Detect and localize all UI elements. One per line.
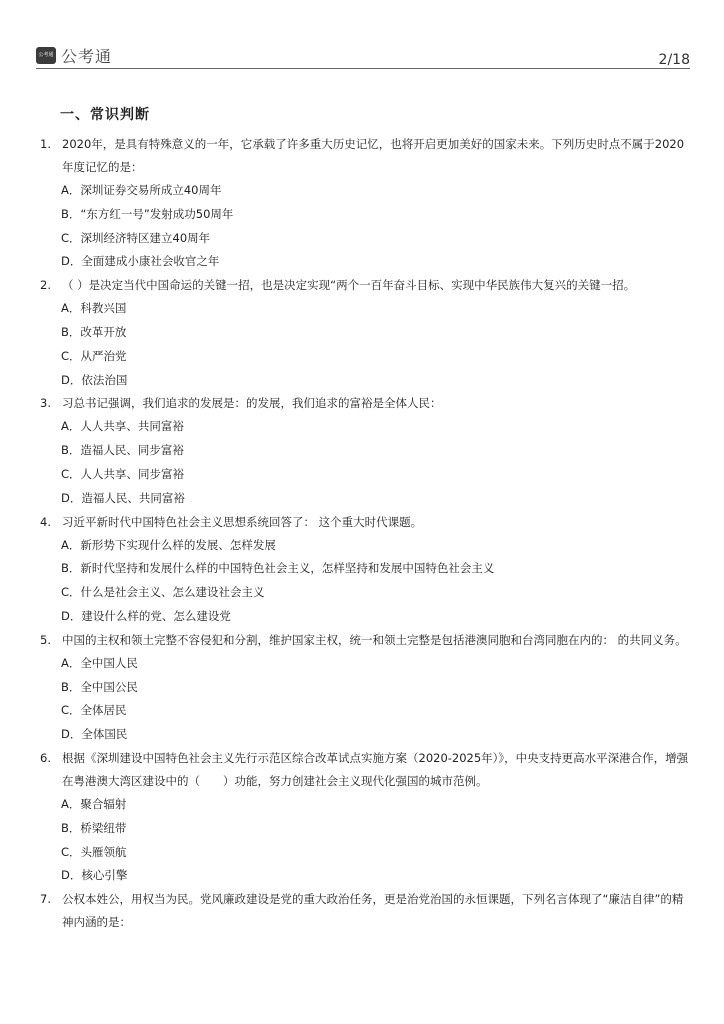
option-a: A．人人共享、共同富裕 — [61, 419, 184, 434]
question-stem — [40, 888, 690, 934]
option-b: B．全中国公民 — [61, 679, 138, 694]
option-d: D．核心引擎 — [61, 868, 128, 883]
logo — [36, 44, 112, 67]
header-divider — [36, 68, 690, 69]
option-b: B．造福人民、同步富裕 — [61, 443, 184, 458]
question-list — [40, 133, 690, 934]
option-c: C．全体居民 — [61, 703, 127, 718]
page-number: 2/18 — [658, 52, 690, 68]
question-1 — [40, 133, 690, 274]
question-number: 2. — [40, 278, 51, 293]
question-stem — [40, 274, 690, 297]
question-text: 根据《深圳建设中国特色社会主义先行示范区综合改革试点实施方案（2020-2025年）》，中央支持更高水平深港合作，增强在粤港澳大湾区建设中的（ ）功能，努力创建社会主义现代化强国的城市范例。 — [62, 750, 689, 788]
question-number: 4. — [40, 514, 51, 529]
option-a: A．全中国人民 — [61, 655, 138, 670]
option-c: C．头雁领航 — [61, 844, 127, 859]
option-d: D．依法治国 — [61, 372, 128, 387]
option-a: A．深圳证券交易所成立40周年 — [61, 183, 222, 197]
option-d: D．全体国民 — [61, 727, 128, 742]
option-d: D．造福人民、共同富裕 — [61, 490, 185, 505]
option-a: A．聚合辐射 — [61, 796, 127, 811]
logo-badge-text: 公考通 — [38, 52, 54, 58]
logo-badge-icon — [36, 47, 56, 64]
option-d: D．建设什么样的党、怎么建设党 — [61, 608, 231, 623]
option-d: D．全面建成小康社会收官之年 — [61, 254, 220, 269]
question-text: 习近平新时代中国特色社会主义思想系统回答了： 这个重大时代课题。 — [62, 514, 423, 529]
question-4 — [40, 511, 690, 629]
option-c: C．从严治党 — [61, 348, 127, 363]
question-stem — [40, 747, 690, 793]
option-c: C．深圳经济特区建立40周年 — [61, 230, 211, 245]
question-text: （ ）是决定当代中国命运的关键一招，也是决定实现“两个一百年奋斗目标、实现中华民族伟大复兴的关键一招。 — [62, 278, 636, 293]
question-number: 6. — [40, 750, 51, 765]
question-5 — [40, 629, 690, 747]
option-a: A．新形势下实现什么样的发展、怎样发展 — [61, 537, 276, 552]
question-3 — [40, 392, 690, 510]
question-6 — [40, 747, 690, 888]
option-b: B．桥梁纽带 — [61, 820, 127, 835]
question-text: 公权本姓公，用权当为民。党风廉政建设是党的重大政治任务，更是治党治国的永恒课题，下列名言体现了“廉洁自律”的精神内涵的是： — [62, 892, 684, 930]
logo-text: 公考通 — [61, 47, 113, 66]
question-stem — [40, 511, 690, 534]
question-stem — [40, 392, 690, 415]
option-c: C．什么是社会主义、怎么建设社会主义 — [61, 585, 265, 600]
section-title: 一、常识判断 — [60, 107, 150, 123]
question-text: 习总书记强调，我们追求的发展是：的发展，我们追求的富裕是全体人民： — [62, 396, 442, 411]
option-b: B．改革开放 — [61, 324, 127, 339]
page-header — [36, 40, 690, 70]
question-stem — [40, 133, 690, 179]
question-text: 2020年，是具有特殊意义的一年，它承载了许多重大历史记忆，也将开启更加美好的国家未来。下列历史时点不属于2020年度记忆的是： — [62, 137, 685, 174]
option-c: C．人人共享、同步富裕 — [61, 466, 185, 481]
question-stem — [40, 629, 690, 652]
option-a: A．科教兴国 — [61, 301, 127, 316]
question-7 — [40, 888, 690, 934]
question-number: 3. — [40, 396, 51, 411]
question-2 — [40, 274, 690, 392]
option-b: B．新时代坚持和发展什么样的中国特色社会主义，怎样坚持和发展中国特色社会主义 — [61, 561, 495, 576]
question-number: 7. — [40, 892, 51, 907]
question-number: 5. — [40, 632, 51, 647]
question-number: 1. — [40, 137, 51, 151]
question-text: 中国的主权和领土完整不容侵犯和分割，维护国家主权，统一和领土完整是包括港澳同胞和台湾同胞在内的： 的共同义务。 — [62, 632, 687, 647]
option-b: B．“东方红一号”发射成功50周年 — [61, 206, 234, 221]
